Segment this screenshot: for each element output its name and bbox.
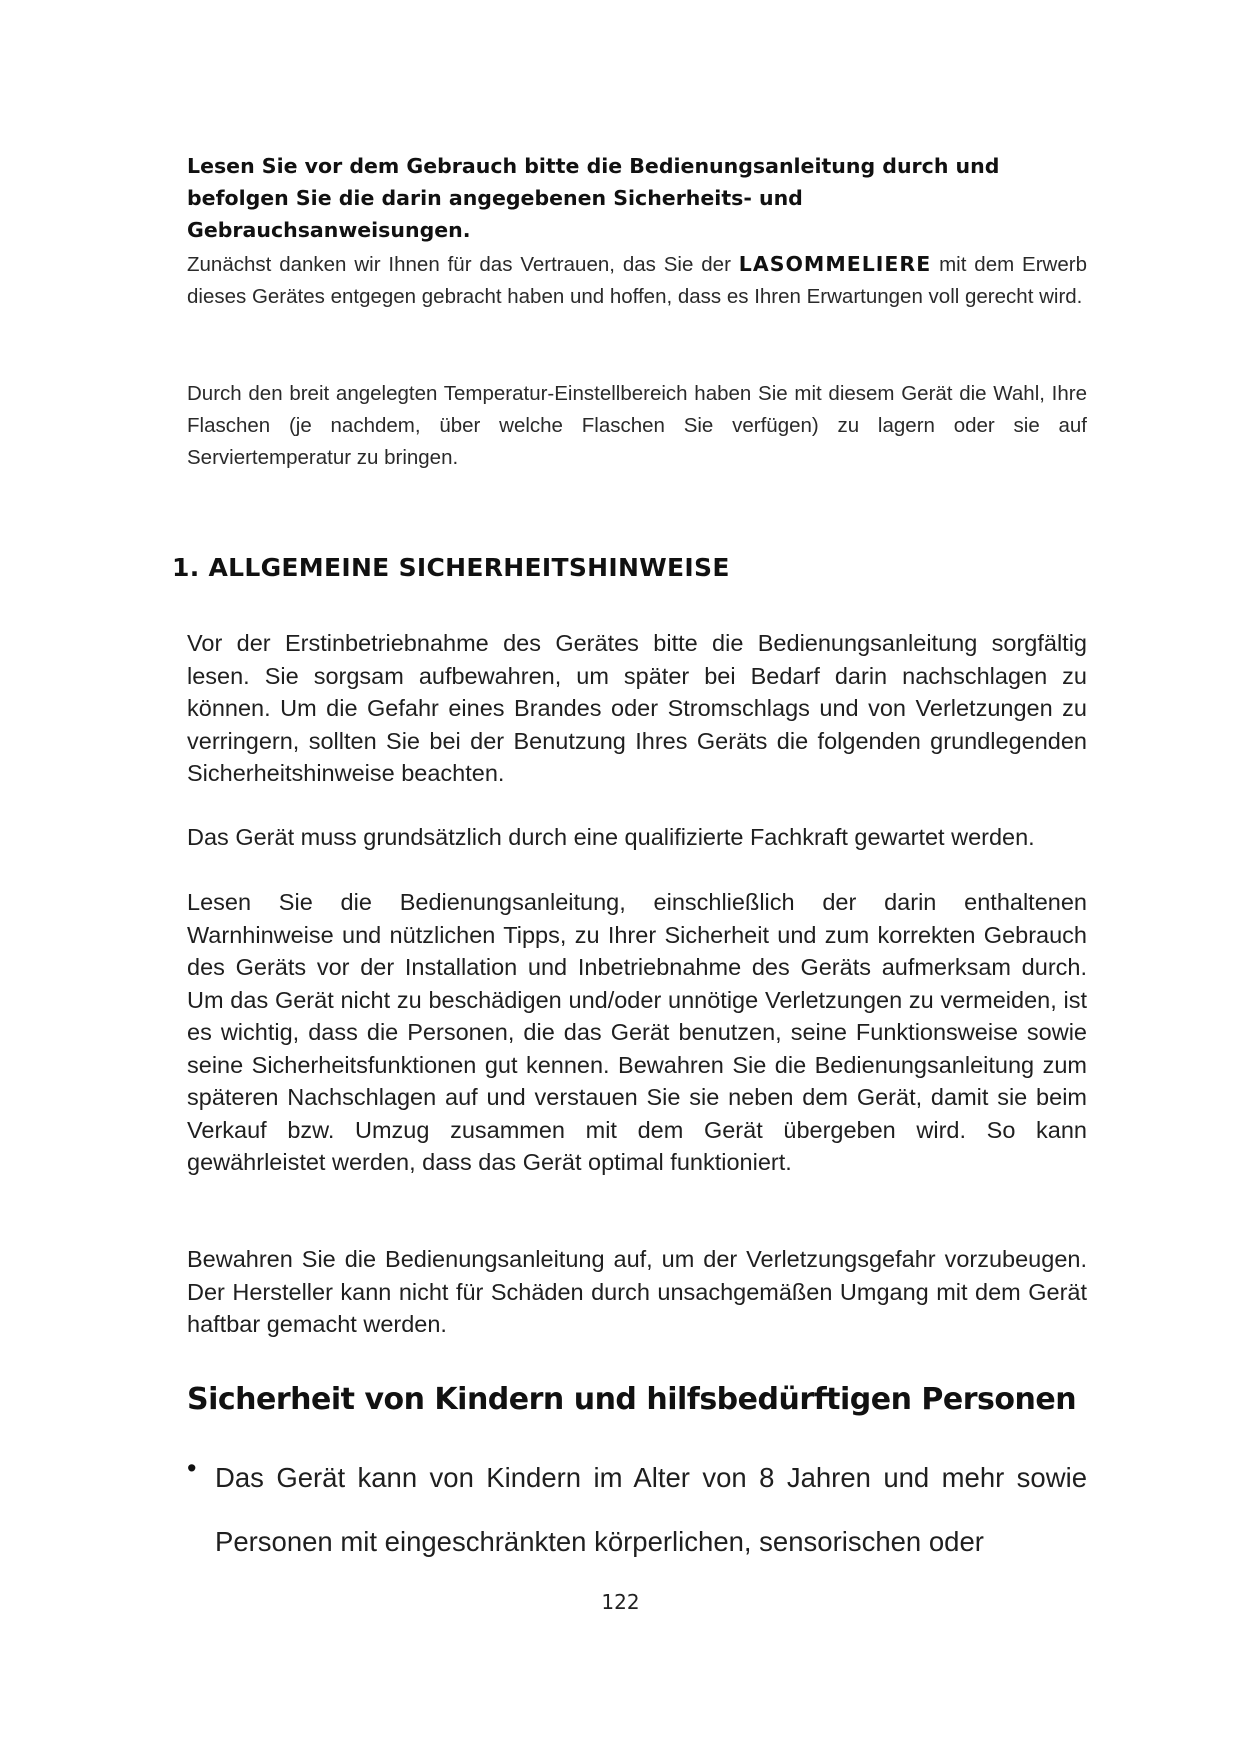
page-number: 122 bbox=[601, 1590, 640, 1614]
bullet-icon: • bbox=[187, 1453, 197, 1483]
safety-paragraph: Bewahren Sie die Bedienungsanleitung auf, um der Verletzungsgefahr vorzubeugen. Der Hersteller kann nicht für Schäden durch unsachgemäßen Umgang mit dem Gerät haftbar gemacht werden. bbox=[187, 1246, 1087, 1337]
brand-name: LASOMMELIERE bbox=[738, 252, 932, 276]
intro-thanks-paragraph bbox=[187, 248, 1087, 313]
intro-temperature-paragraph: Durch den breit angelegten Temperatur-Einstellbereich haben Sie mit diesem Gerät die Wahl, Ihre Flaschen (je nachdem, über welche Flaschen Sie verfügen) zu lagern oder sie auf Serviertemperatur zu bringen. bbox=[187, 382, 1087, 469]
intro-notice: Lesen Sie vor dem Gebrauch bitte die Bedienungsanleitung durch und befolgen Sie die darin angegebenen Sicherheits- und Gebrauchsanweisungen. bbox=[187, 154, 1000, 242]
safety-paragraph: Lesen Sie die Bedienungsanleitung, einschließlich der darin enthaltenen Warnhinweise und nützlichen Tipps, zu Ihrer Sicherheit und zum korrekten Gebrauch des Geräts vor der Installation und Inbetriebnahme des Geräts aufmerksam durch. Um das Gerät nicht zu beschädigen und/oder unnötige Verletzungen zu vermeiden, ist es wichtig, dass die Personen, die das Gerät benutzen, seine Funktionsweise sowie seine Sicherheitsfunktionen gut kennen. Bewahren Sie die Bedienungsanleitung zum späteren Nachschlagen auf und verstauen Sie sie neben dem Gerät, damit sie beim Verkauf bzw. Umzug zusammen mit dem Gerät übergeben wird. So kann gewährleistet werden, dass das Gerät optimal funktioniert. bbox=[187, 889, 1087, 1175]
section-heading-child-safety: Sicherheit von Kindern und hilfsbedürftigen Personen bbox=[187, 1382, 1077, 1417]
thanks-text-start: Zunächst danken wir Ihnen für das Vertrauen, das Sie der bbox=[187, 253, 739, 276]
section-heading-general-safety: 1. ALLGEMEINE SICHERHEITSHINWEISE bbox=[172, 553, 730, 582]
thanks-text-end: mit dem Erwerb dieses Gerätes entgegen gebracht haben und hoffen, dass es Ihren Erwartungen voll gerecht wird. bbox=[187, 253, 1087, 308]
bullet-list-item bbox=[187, 1446, 1087, 1574]
safety-paragraph: Vor der Erstinbetriebnahme des Gerätes bitte die Bedienungsanleitung sorgfältig lesen. Sie sorgsam aufbewahren, um später bei Bedarf darin nachschlagen zu können. Um die Gefahr eines Brandes oder Stromschlags und von Verletzungen zu verringern, sollten Sie bei der Benutzung Ihres Geräts die folgenden grundlegenden Sicherheitshinweise beachten. bbox=[187, 630, 1087, 786]
bullet-text: Das Gerät kann von Kindern im Alter von 8 Jahren und mehr sowie Personen mit eingeschränkten körperlichen, sensorischen oder bbox=[215, 1462, 1087, 1557]
safety-paragraph: Das Gerät muss grundsätzlich durch eine qualifizierte Fachkraft gewartet werden. bbox=[187, 824, 1035, 850]
